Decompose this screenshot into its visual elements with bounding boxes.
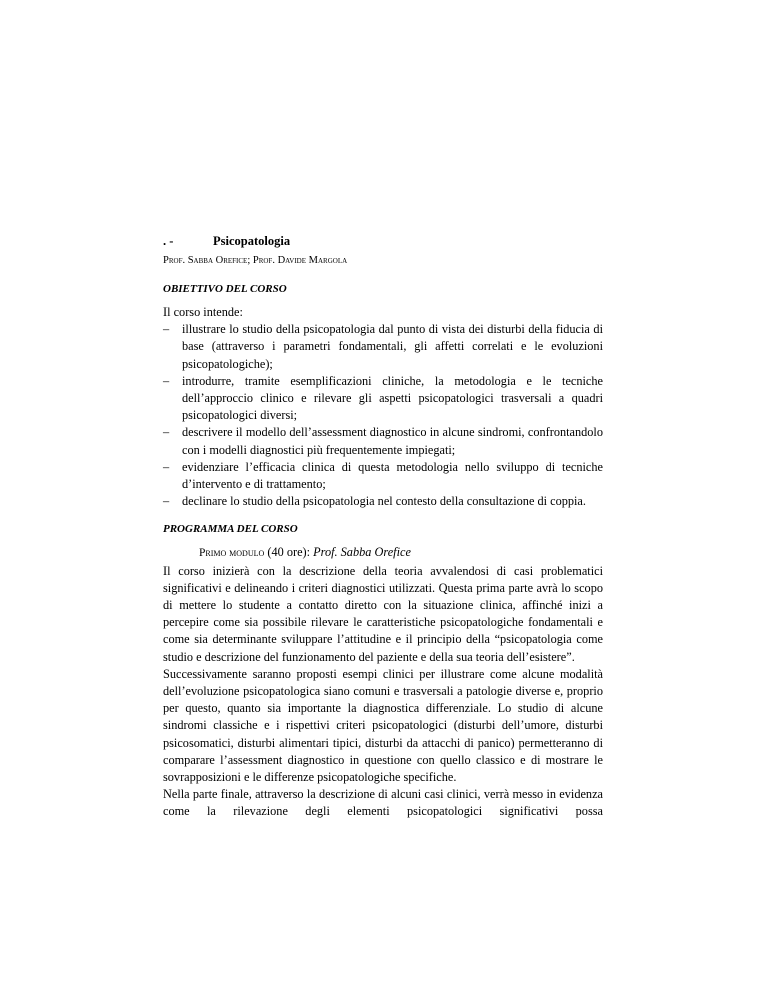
list-item <box>163 424 603 458</box>
dash-bullet: – <box>163 459 170 474</box>
list-item-text: descrivere il modello dell’assessment diagnostico in alcune sindromi, confrontandolo con i modelli diagnostici più frequentemente impiegati; <box>182 425 603 457</box>
list-item <box>163 321 603 373</box>
dash-bullet: – <box>163 322 170 337</box>
list-item <box>163 459 603 493</box>
list-item-text: evidenziare l’efficacia clinica di questa metodologia nello sviluppo di tecniche d’intervento e di trattamento; <box>182 459 603 492</box>
list-item <box>163 493 603 510</box>
module-line <box>163 544 603 562</box>
module-label: Primo modulo <box>199 547 265 560</box>
program-paragraph-2: Successivamente saranno proposti esempi clinici per illustrare come alcune modalità dell’evoluzione psicopatologica siano comuni e trasversali a patologie diverse e, proprio per questo, quanto sia importante la diagnostica differenziale. Lo studio di alcune sindromi classiche e i rispettivi criteri psicopatologici (disturbi dell’umore, disturbi psicosomatici, disturbi alimentari tipici, disturbi da attacchi di panico) permetteranno di comparare l’assessment diagnostico in questione con quello classico e di mostrare le sovrapposizioni e le differenze psicopatologiche specifiche. <box>163 666 603 785</box>
objective-list <box>163 321 603 510</box>
list-item-text: declinare lo studio della psicopatologia nel contesto della consultazione di coppia. <box>182 494 586 509</box>
document-page <box>163 233 603 821</box>
list-item-text: introdurre, tramite esemplificazioni cliniche, la metodologia e le tecniche dell’approccio clinico e rilevare gli aspetti psicopatologici trasversali a quadri psicopatologici diversi; <box>182 373 603 423</box>
program-paragraph-1: Il corso inizierà con la descrizione della teoria avvalendosi di casi problematici significativi e delineando i criteri diagnostici utilizzati. Questa prima parte avrà lo scopo di mettere lo studente a contatto diretto con la situazione clinica, affinché inizi a percepire come sia possibile rilevare le caratteristiche psicopatologiche fondamentali e come sia determinante sviluppare l’attitudine e il principio della “psicopatologia come studio e descrizione del funzionamento del paziente e della sua teoria dell’esistere”. <box>163 563 603 664</box>
module-hours: (40 ore): <box>264 545 314 560</box>
program-heading: PROGRAMMA DEL CORSO <box>163 523 298 536</box>
list-item-text: illustrare lo studio della psicopatologia dal punto di vista dei disturbi della fiducia di base (attraverso i parametri fondamentali, gli affetti correlati e le evoluzioni psicopatologiche); <box>182 322 603 371</box>
program-paragraph-3: Nella parte finale, attraverso la descrizione di alcuni casi clinici, verrà messo in evidenza come la rilevazione degli elementi psicopatologici significativi possa <box>163 787 603 819</box>
course-authors: Prof. Sabba Orefice; Prof. Davide Margola <box>163 255 348 266</box>
objective-intro: Il corso intende: <box>163 305 243 319</box>
course-title-row <box>163 233 603 249</box>
list-item <box>163 373 603 425</box>
module-professor: Prof. Sabba Orefice <box>313 545 411 560</box>
course-title: Psicopatologia <box>213 234 291 248</box>
dash-bullet: – <box>163 373 170 388</box>
course-number: . - <box>163 234 174 248</box>
dash-bullet: – <box>163 494 170 509</box>
objective-heading: OBIETTIVO DEL CORSO <box>163 283 287 295</box>
dash-bullet: – <box>163 425 170 440</box>
